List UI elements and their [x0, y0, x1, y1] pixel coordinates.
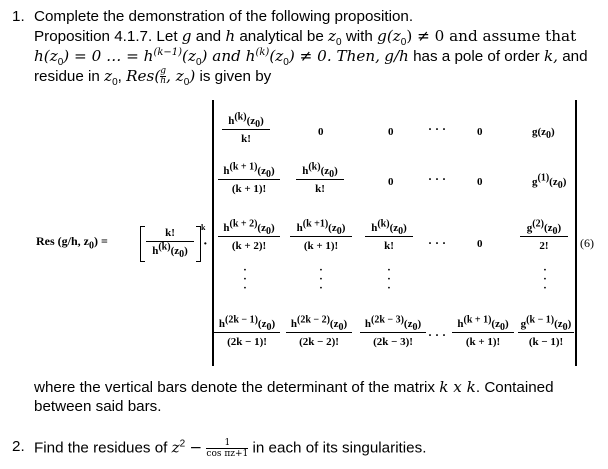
item1-number: 1. [12, 8, 25, 25]
after-line2: between said bars. [34, 398, 162, 415]
vdots-c5: · · · [543, 264, 547, 294]
cell-r2c2: $\frac{h^{(k)}(z_0)}{k!}$ [296, 165, 344, 195]
hdots-r2: · · · [428, 172, 447, 186]
vdots-c1: · · · [243, 264, 247, 294]
formula-lhs: Res (g/h, $z_0$) = [36, 234, 108, 252]
hdots-r1: · · · [428, 122, 447, 136]
vdots-c3: · · · [387, 264, 391, 294]
cell-r3c2: $\frac{h^{(k +1)}(z_0)}{(k + 1)!}$ [290, 222, 352, 252]
hdots-r3: · · · [428, 236, 447, 250]
determinant-bar-right [575, 100, 577, 366]
cell-r1c5: $g(z_0)$ [532, 126, 555, 142]
cell-r1c3: 0 [388, 126, 394, 138]
multiply-dot: · [203, 237, 208, 252]
vdots-c2: · · · [319, 264, 323, 294]
factor-exponent: k [201, 223, 206, 232]
item2-line: Find the residues of $z^2$ − $\frac{1}{\text{cos πz+1}}$ in each of its singularities. [34, 438, 427, 459]
cell-r3c5: $\frac{g^{(2)}(z_0)}{2!}$ [520, 222, 568, 252]
hdots-r4: · · · [428, 328, 447, 342]
cell-r1c2: 0 [318, 126, 324, 138]
cell-r2c1: $\frac{h^{(k + 1)}(z_0)}{(k + 1)!}$ [218, 165, 280, 195]
item2-number: 2. [12, 438, 25, 455]
cell-r4c1: $\frac{h^{(2k - 1)}(z_0)}{(2k - 1)!}$ [214, 318, 280, 348]
cell-r1c4: 0 [477, 126, 483, 138]
factor-fraction: $\frac{k!}{h^{(k)}(z_0)}$ [146, 227, 194, 257]
cell-r3c1: $\frac{h^{(k + 2)}(z_0)}{(k + 2)!}$ [218, 222, 280, 252]
factor-bracket-left [140, 226, 145, 262]
cell-r2c5: $g^{(1)}(z_0)$ [532, 172, 567, 192]
item1-line1: Complete the demonstration of the following proposition. [34, 8, 414, 25]
cell-r1c1: $\frac{h^{(k)}(z_0)}{k!}$ [222, 115, 270, 145]
after-line1: where the vertical bars denote the determinant of the matrix k x k. Contained [34, 378, 554, 396]
cell-r4c5: $\frac{g^{(k - 1)}(z_0)}{(k - 1)!}$ [518, 318, 574, 348]
cell-r3c4: 0 [477, 238, 483, 250]
item1-line4: residue in $z_0$, Res( $\frac{g}{h}$ , $z_0$) is given by [34, 66, 272, 89]
cell-r4c2: $\frac{h^{(2k - 2)}(z_0)}{(2k - 2)!}$ [286, 318, 352, 348]
cell-r4c3: $\frac{h^{(2k - 3)}(z_0)}{(2k - 3)!}$ [360, 318, 426, 348]
cell-r2c3: 0 [388, 176, 394, 188]
equation-number: (6) [580, 236, 594, 250]
item1-line2: Proposition 4.1.7. Let g and h analytical be $z_0$ with $g(z_0) \ne 0$ and assume that [34, 27, 577, 49]
cell-r4c4: $\frac{h^{(k + 1)}(z_0)}{(k + 1)!}$ [452, 318, 514, 348]
cell-r2c4: 0 [477, 176, 483, 188]
item1-line3: $h(z_0) = 0$ … = $h^{(k-1)}(z_0)$ and $h^{(k)}(z_0) \ne 0$. Then, g/h has a pole of order k, and [34, 46, 588, 69]
item2-fraction: $\frac{1}{\text{cos πz+1}}$ [206, 438, 249, 459]
cell-r3c3: $\frac{h^{(k)}(z_0)}{k!}$ [365, 222, 413, 252]
